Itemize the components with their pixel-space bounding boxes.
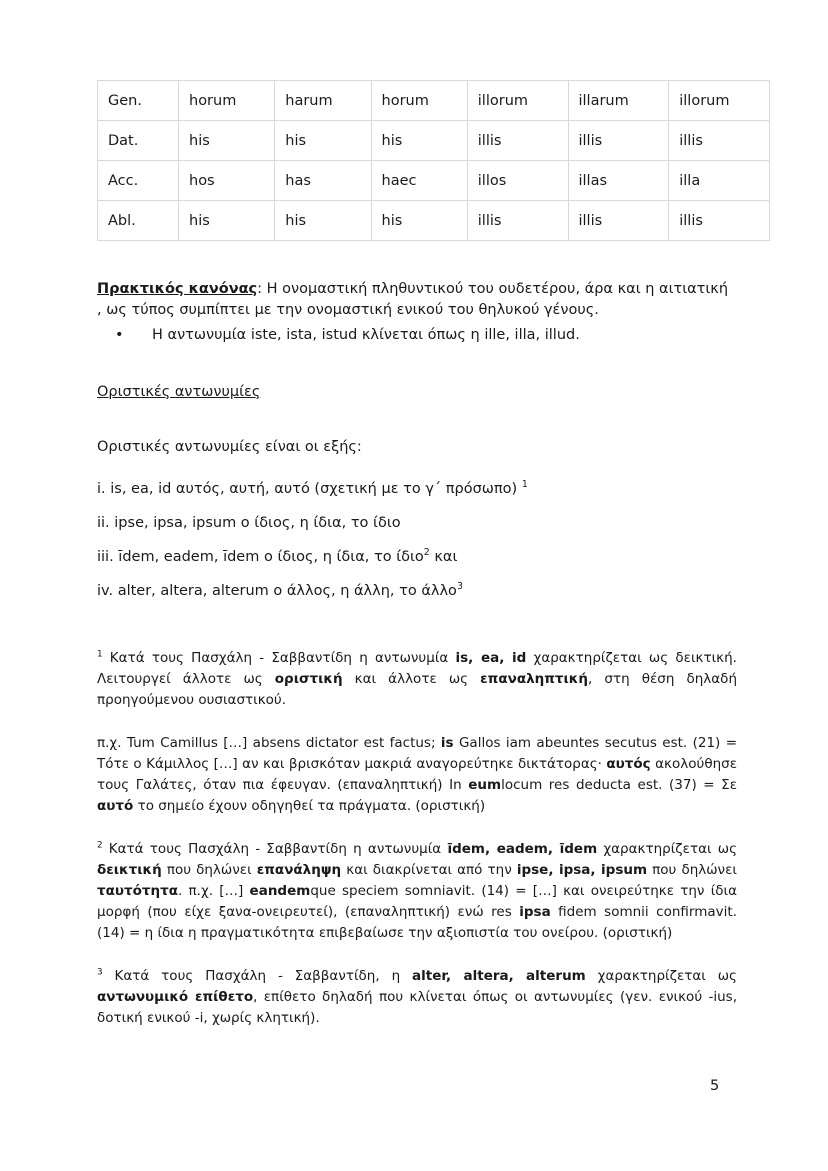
text-run: δεικτική bbox=[97, 862, 162, 878]
text-run: īdem, eadem, īdem bbox=[447, 841, 598, 857]
text-run: 1 bbox=[97, 649, 103, 660]
list-item-iv bbox=[97, 581, 737, 602]
table-cell: illarum bbox=[568, 81, 669, 121]
table-cell: his bbox=[275, 121, 371, 161]
text-run: ακολούθησε τους Γαλάτες, όταν πια έφευγαν. (επαναληπτική) In bbox=[97, 756, 737, 793]
text-run: iii. īdem, eadem, īdem ο ίδιος, η ίδια, το ίδιο bbox=[97, 549, 424, 565]
definite-pronouns-intro bbox=[97, 437, 737, 458]
text-run: ipse, ipsa, ipsum bbox=[516, 862, 648, 878]
declension-table bbox=[97, 80, 770, 241]
table-cell: harum bbox=[275, 81, 371, 121]
iste-bullet-text bbox=[152, 325, 580, 346]
table-cell: illorum bbox=[467, 81, 568, 121]
table-row bbox=[98, 81, 770, 121]
table-cell: illos bbox=[467, 161, 568, 201]
definite-pronouns-heading bbox=[97, 382, 737, 403]
iste-bullet-item bbox=[97, 325, 737, 346]
text-run: επανάληψη bbox=[256, 862, 342, 878]
case-label: Acc. bbox=[98, 161, 179, 201]
text-run: Πρακτικός κανόνας bbox=[97, 281, 258, 297]
text-run: ταυτότητα bbox=[97, 883, 179, 899]
table-cell: haec bbox=[371, 161, 467, 201]
text-run: αυτό bbox=[97, 798, 134, 814]
table-cell: illorum bbox=[669, 81, 770, 121]
table-cell: illa bbox=[669, 161, 770, 201]
text-run: , στη θέση δηλαδή προηγούμενου ουσιαστικού. bbox=[97, 671, 737, 708]
text-run: και άλλοτε ως bbox=[342, 671, 481, 687]
footnotes-section bbox=[97, 648, 773, 1029]
list-item-i bbox=[97, 479, 737, 500]
text-run: fidem somnii confirmavit. (14) = η ίδια η πραγματικότητα επιβεβαίωσε την αξιοπιστία του ονείρου. (οριστική) bbox=[97, 904, 737, 941]
case-label: Abl. bbox=[98, 201, 179, 241]
text-run: alter, altera, alterum bbox=[412, 968, 586, 984]
text-run: ipsa bbox=[519, 904, 551, 920]
text-run: Οριστικές αντωνυμίες bbox=[97, 384, 261, 400]
text-run: αυτός bbox=[606, 756, 651, 772]
footnote-3 bbox=[97, 966, 737, 1029]
page-content bbox=[97, 80, 773, 1051]
case-label: Dat. bbox=[98, 121, 179, 161]
table-row bbox=[98, 121, 770, 161]
text-run: Κατά τους Πασχάλη - Σαββαντίδη, η bbox=[102, 968, 413, 984]
table-cell: his bbox=[371, 121, 467, 161]
table-cell: horum bbox=[371, 81, 467, 121]
text-run: Η αντωνυμία iste, ista, istud κλίνεται όπως η ille, illa, illud. bbox=[152, 327, 580, 343]
text-run: χαρακτηρίζεται ως bbox=[585, 968, 737, 984]
text-run: ii. ipse, ipsa, ipsum ο ίδιος, η ίδια, το ίδιο bbox=[97, 515, 401, 531]
body-text-section bbox=[97, 279, 773, 602]
footnote-1 bbox=[97, 648, 737, 711]
table-cell: illis bbox=[568, 201, 669, 241]
declension-table-body bbox=[98, 81, 770, 241]
text-run: χαρακτηρίζεται ως δεικτική. Λειτουργεί άλλοτε ως bbox=[97, 650, 737, 687]
text-run: : Η ονομαστική πληθυντικού του ουδετέρου, άρα και η αιτιατική , ως τύπος συμπίπτει με την ονομαστική ενικού του θηλυκού γένους. bbox=[97, 281, 729, 318]
text-run: is, ea, id bbox=[455, 650, 527, 666]
text-run: locum res deducta est. (37) = Σε bbox=[501, 777, 737, 793]
text-run: eandem bbox=[249, 883, 311, 899]
text-run: que speciem somniavit. (14) = […] και ονειρεύτηκε την ίδια μορφή (που είχε ξανα-ονειρευτεί), (επαναληπτική) ενώ res bbox=[97, 883, 737, 920]
table-cell: has bbox=[275, 161, 371, 201]
table-cell: horum bbox=[179, 81, 275, 121]
text-run: Οριστικές αντωνυμίες είναι οι εξής: bbox=[97, 439, 362, 455]
table-cell: his bbox=[371, 201, 467, 241]
text-run: . π.χ. […] bbox=[178, 883, 250, 899]
text-run: 3 bbox=[456, 581, 463, 593]
page-number: 5 bbox=[710, 1078, 720, 1094]
text-run: οριστική bbox=[274, 671, 343, 687]
table-cell: hos bbox=[179, 161, 275, 201]
table-cell: his bbox=[179, 201, 275, 241]
table-cell: illas bbox=[568, 161, 669, 201]
text-run: 2 bbox=[423, 547, 430, 559]
text-run: χαρακτηρίζεται ως bbox=[597, 841, 737, 857]
text-run: που δηλώνει bbox=[647, 862, 737, 878]
table-row bbox=[98, 201, 770, 241]
text-run: , επίθετο δηλαδή που κλίνεται όπως οι αντωνυμίες (γεν. ενικού -ius, δοτική ενικού -i, χωρίς κλητική). bbox=[97, 989, 737, 1026]
text-run: 1 bbox=[521, 479, 528, 491]
text-run: το σημείο έχουν οδηγηθεί τα πράγματα. (οριστική) bbox=[133, 798, 486, 814]
text-run: 2 bbox=[97, 840, 103, 851]
text-run: και bbox=[429, 549, 458, 565]
text-run: eum bbox=[468, 777, 502, 793]
list-item-iii bbox=[97, 547, 737, 568]
practical-rule-paragraph bbox=[97, 279, 737, 321]
table-cell: illis bbox=[568, 121, 669, 161]
text-run: π.χ. Tum Camillus […] absens dictator est factus; bbox=[97, 735, 441, 751]
table-cell: illis bbox=[467, 201, 568, 241]
table-cell: his bbox=[179, 121, 275, 161]
table-cell: his bbox=[275, 201, 371, 241]
list-item-ii bbox=[97, 513, 737, 534]
footnote-1-example bbox=[97, 733, 737, 817]
case-label: Gen. bbox=[98, 81, 179, 121]
text-run: επαναληπτική bbox=[480, 671, 589, 687]
table-row bbox=[98, 161, 770, 201]
text-run: Κατά τους Πασχάλη - Σαββαντίδη η αντωνυμία bbox=[102, 650, 456, 666]
bullet-icon: • bbox=[115, 327, 124, 343]
table-cell: illis bbox=[669, 201, 770, 241]
text-run: is bbox=[440, 735, 454, 751]
text-run: Gallos iam abeuntes secutus est. (21) = Τότε ο Κάμιλλος […] αν και βρισκόταν μακριά αναγορεύτηκε δικτάτορας· bbox=[97, 735, 738, 772]
table-cell: illis bbox=[467, 121, 568, 161]
text-run: αντωνυμικό επίθετο bbox=[97, 989, 254, 1005]
table-cell: illis bbox=[669, 121, 770, 161]
footnote-2 bbox=[97, 839, 737, 944]
text-run: iv. alter, altera, alterum ο άλλος, η άλλη, το άλλο bbox=[97, 583, 457, 599]
text-run: Κατά τους Πασχάλη - Σαββαντίδη η αντωνυμία bbox=[102, 841, 448, 857]
text-run: και διακρίνεται από την bbox=[341, 862, 517, 878]
text-run: που δηλώνει bbox=[161, 862, 257, 878]
text-run: 3 bbox=[97, 967, 103, 978]
text-run: i. is, ea, id αυτός, αυτή, αυτό (σχετική με το γ΄ πρόσωπο) bbox=[97, 481, 522, 497]
